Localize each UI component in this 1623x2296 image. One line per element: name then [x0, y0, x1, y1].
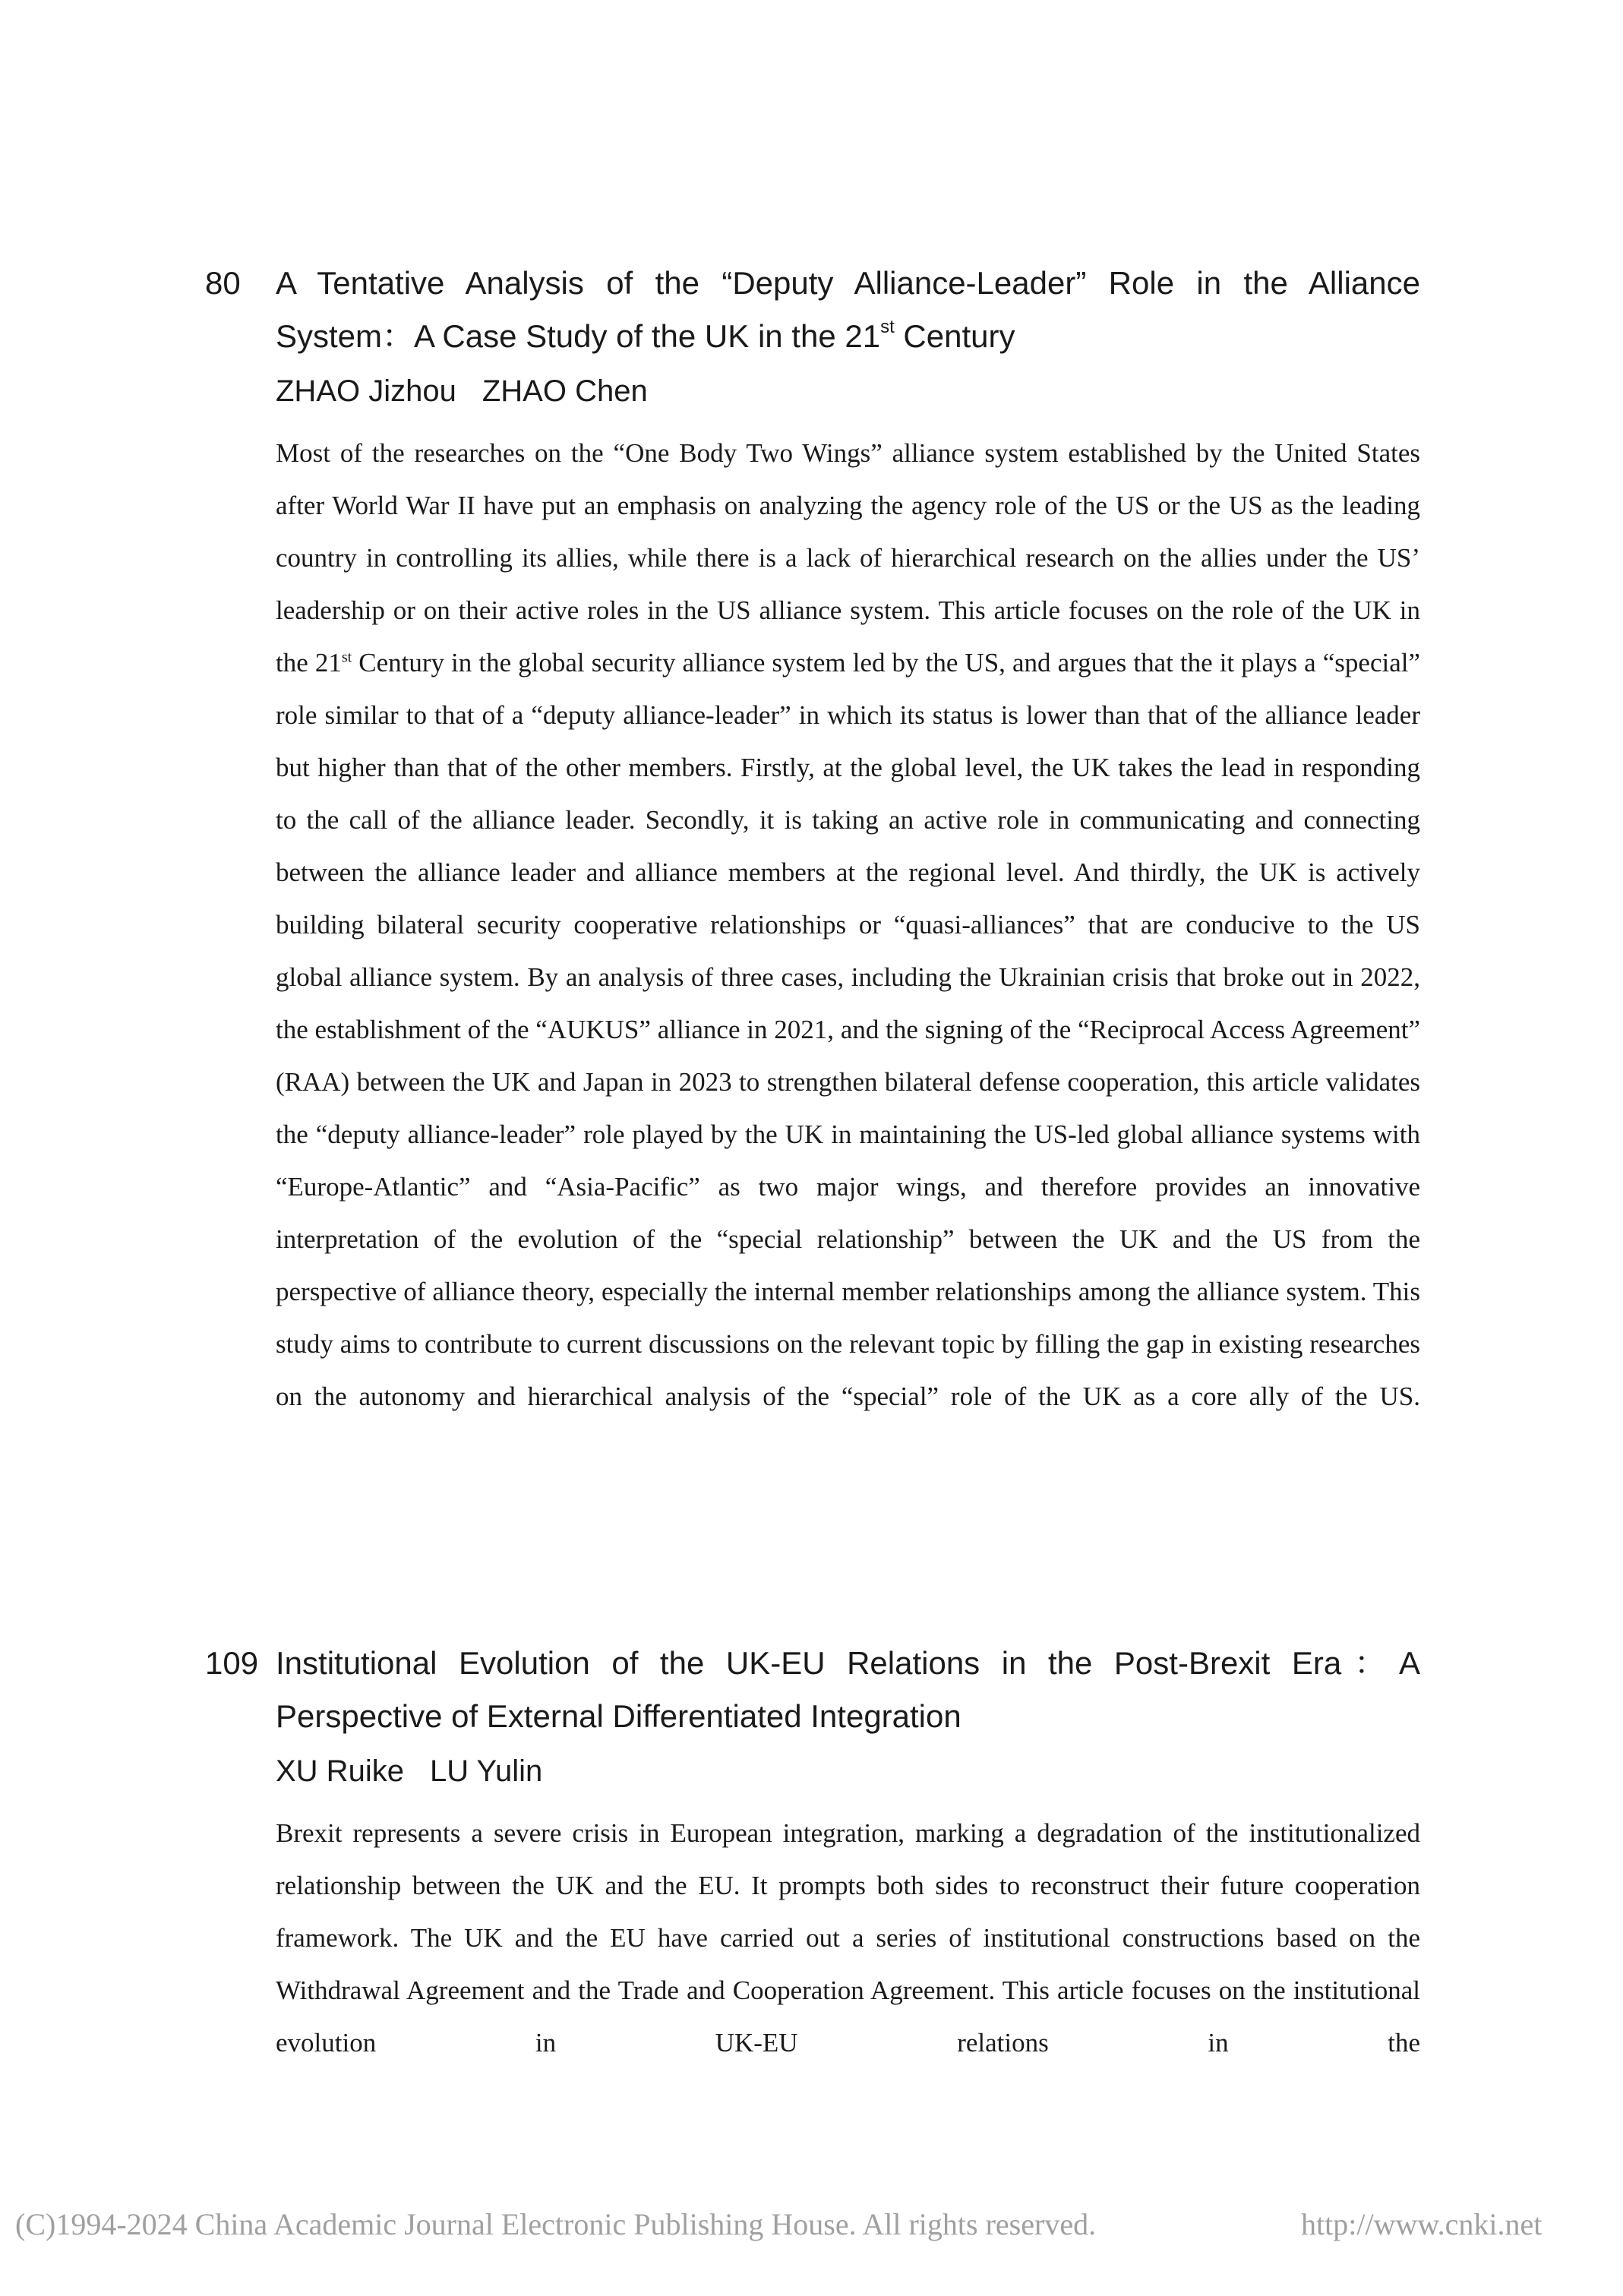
title-text: A Tentative Analysis of the “Deputy Alliance-Leader” Role in the Alliance System：A Case Study of the UK in the 21: [276, 265, 1420, 354]
abstract-body: [276, 427, 1420, 1423]
page-number: 109: [205, 1645, 259, 1681]
article-title: [276, 257, 1420, 363]
author: LU Yulin: [429, 1754, 543, 1788]
page-number: 80: [205, 265, 241, 301]
author: ZHAO Chen: [482, 374, 648, 408]
abstract-superscript: st: [341, 649, 352, 666]
abstract-text-end: Century in the global security alliance system led by the US, and argues that the it plays a “special” role similar to that of a “deputy alliance-leader” in which its status is lower than that of the alliance leader but higher than that of the other members. Firstly, at the global level, the UK takes the lead in responding to the call of the alliance leader. Secondly, it is taking an active role in communicating and connecting between the alliance leader and alliance members at the regional level. And thirdly, the UK is actively building bilateral security cooperative relationships or “quasi-alliances” that are conducive to the US global alliance system. By an analysis of three cases, including the Ukrainian crisis that broke out in 2022, the establishment of the “AUKUS” alliance in 2021, and the signing of the “Reciprocal Access Agreement” (RAA) between the UK and Japan in 2023 to strengthen bilateral defense cooperation, this article validates the “deputy alliance-leader” role played by the UK in maintaining the US-led global alliance systems with “Europe-Atlantic” and “Asia-Pacific” as two major wings, and therefore provides an innovative interpretation of the evolution of the “special relationship” between the UK and the US from the perspective of alliance theory, especially the internal member relationships among the alliance system. This study aims to contribute to current discussions on the relevant topic by filling the gap in existing researches on the autonomy and hierarchical analysis of the “special” role of the UK as a core ally of the US.: [276, 648, 1421, 1411]
authors: [276, 365, 1420, 418]
abstract-entry-109: [205, 1637, 1420, 2069]
article-title: Institutional Evolution of the UK-EU Relations in the Post-Brexit Era：A Perspective of External Differentiated Integration: [276, 1645, 1420, 1734]
abstract-text: Most of the researches on the “One Body Two Wings” alliance system established by the United States after World War II have put an emphasis on analyzing the agency role of the US or the US as the leading country in controlling its allies, while there is a lack of hierarchical research on the allies under the US’ leadership or on their active roles in the US alliance system. This article focuses on the role of the UK in the 21: [276, 438, 1420, 677]
title-superscript: st: [880, 317, 895, 337]
authors: [276, 1745, 1420, 1798]
title-text-end: Century: [894, 318, 1015, 354]
author: ZHAO Jizhou: [276, 374, 456, 408]
footer-url[interactable]: http://www.cnki.net: [1301, 2207, 1542, 2241]
copyright-text: (C)1994-2024 China Academic Journal Electronic Publishing House. All rights reserved.: [15, 2207, 1097, 2241]
abstract-entry-80: [205, 257, 1420, 1423]
abstract-body: Brexit represents a severe crisis in European integration, marking a degradation of the institutionalized relationship between the UK and the EU. It prompts both sides to reconstruct their future cooperation framework. The UK and the EU have carried out a series of institutional constructions based on the Withdrawal Agreement and the Trade and Cooperation Agreement. This article focuses on the institutional evolution in UK-EU relations in the: [276, 1818, 1420, 2058]
copyright-footer: [15, 2206, 1610, 2242]
author: XU Ruike: [276, 1754, 404, 1788]
